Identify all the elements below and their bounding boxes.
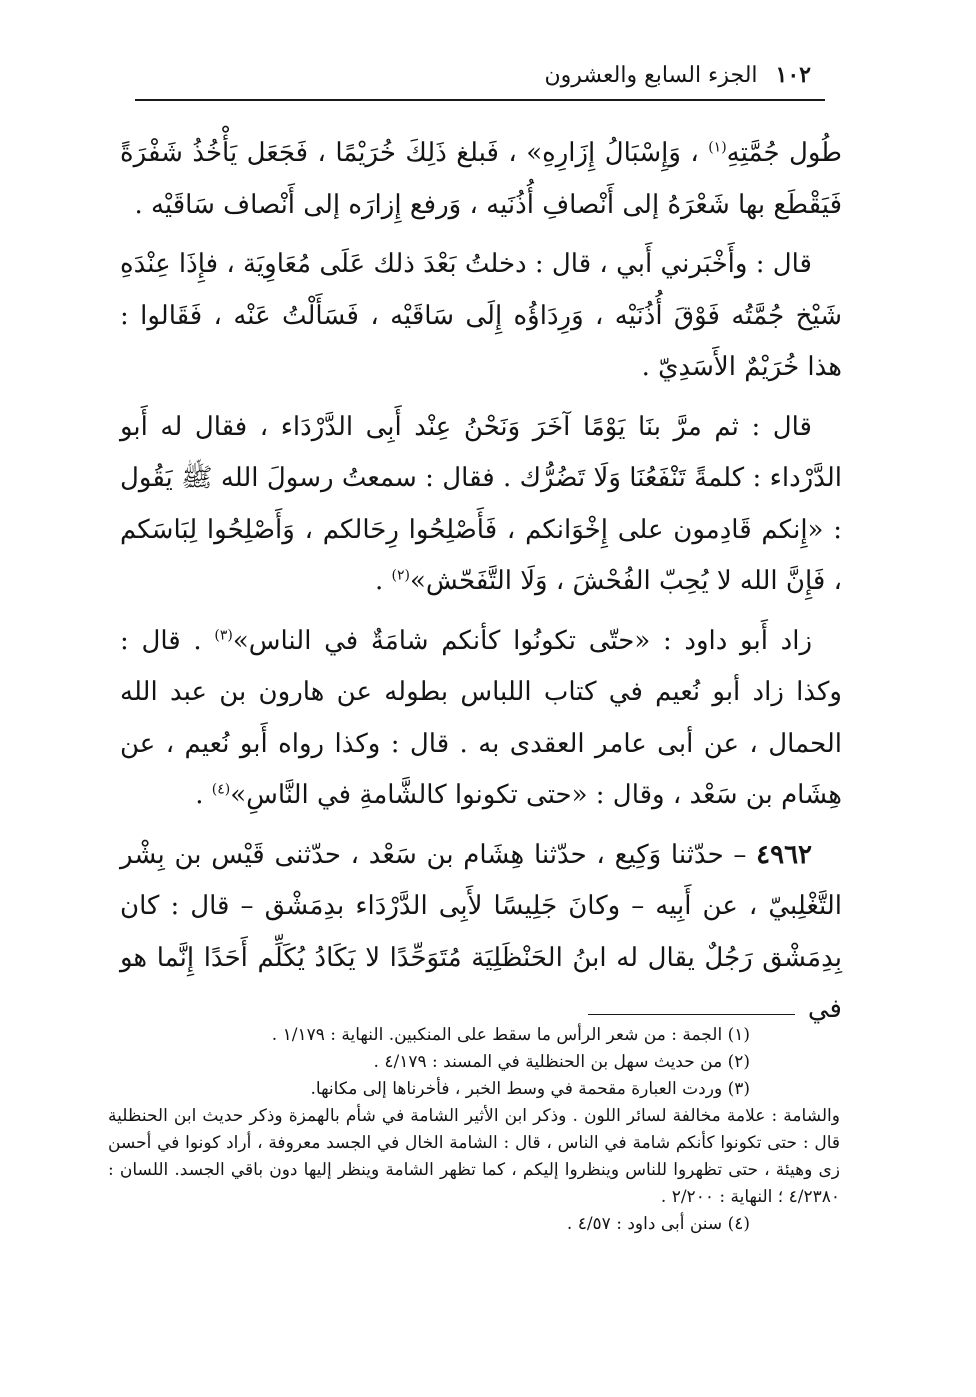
paragraph	[120, 616, 842, 822]
footnote-ref: (١)	[708, 139, 727, 156]
paragraph-text: ، وَإِسْبَالُ إِزَارِهِ» ، فَبلغ ذَلِكَ خُرَيْمًا ، فَجَعَل يَأْخُذُ شَفْرَةً فَيَقْطَع بها شَعْرَهُ إلى أَنْصافِ أُذُنَيه ، وَرفع إِزارَه إلى أَنْصاف سَاقَيْه .	[120, 138, 842, 220]
page-number: ١٠٢	[775, 62, 811, 88]
footnote-ref: (٢)	[391, 567, 410, 584]
footnote: والشامة : علامة مخالفة لسائر اللون . وذكر ابن الأثير الشامة في شأم بالهمزة وذكر حديث ابن الحنظلية قال : حتى تكونوا كأنكم شامة في الناس ، قال : الشامة الخال في الجسد معروفة ، أراد كونوا في أحسن زى وهيئة ، حتى تظهروا للناس وينظروا إليكم ، كما تظهر الشامة وينظر إليها دون باقي الجسد. اللسان : ٤/٢٣٨٠ ؛ النهاية : ٢/٢٠٠ .	[108, 1106, 841, 1207]
footnote: (١) الجمة : من شعر الرأس ما سقط على المنكبين. النهاية : ١/١٧٩ .	[271, 1025, 750, 1045]
footnote: (٢) من حديث سهل بن الحنظلية في المسند : ٤/١٧٩ .	[373, 1052, 750, 1072]
footnotes	[108, 1022, 840, 1238]
paragraph-text: . قال : وكذا زاد أبو نُعيم في كتاب اللباس بطوله عن هارون بن عبد الله الحمال ، عن أبى عامر العقدى به . قال : وكذا رواه أَبو نُعيم ، عن هِشَام بن سَعْد ، وقال : «حتى تكونوا كالشَّامةِ في النَّاسِ»	[120, 625, 842, 810]
paragraph-text: – حدّثنا وَكِيع ، حدّثنا هِشَام بن سَعْد ، حدّثنى قَيْس بن بِشْر التَّغْلِبيّ ، عن أَبِيه – وكانَ جَلِيسًا لأَبِى الدَّرْدَاء بدِمَشْق – قال : كان بِدِمَشْق رَجُلٌ يقال له ابنُ الحَنْظَلِيَة مُتَوَحِّدًا لا يَكَادُ يُكَلِّم أَحَدًا إِنَّما هو في	[120, 839, 842, 1024]
paragraph-text: .	[195, 780, 212, 810]
footnote-rule	[588, 1014, 795, 1015]
footnote-ref: (٣)	[214, 626, 233, 643]
paragraph-text: .	[374, 566, 392, 596]
paragraph-text: قال : ثم مرَّ بنَا يَوْمًا آخَرَ وَنَحْنُ عِنْد أَبِى الدَّرْدَاء ، فقال له أَبو الدَّرْداء : كلمةً تَنْفَعُنَا وَلَا تَضُرُّك . فقال : سمعتُ رسولَ الله ﷺ يَقُول : «إِنكم قَادِمون على إِخْوَانكم ، فَأَصْلِحُوا رِحَالكم ، وَأَصْلِحُوا لِبَاسَكم ، فَإِنَّ الله لا يُحِبّ الفُحْشَ ، وَلَا التَّفَحّش»	[120, 411, 842, 596]
hadith-number: ٤٩٦٢	[756, 839, 812, 870]
running-title: الجزء السابع والعشرون	[544, 62, 758, 88]
footnote: (٤) سنن أبى داود : ٤/٥٧ .	[566, 1214, 750, 1234]
paragraph	[120, 402, 842, 608]
footnote-ref: (٤)	[211, 781, 231, 798]
main-text	[120, 128, 842, 1044]
page-header	[161, 55, 811, 95]
hadith-paragraph	[120, 830, 842, 1036]
paragraph	[120, 239, 842, 394]
paragraph-text: زاد أَبو داود : «حتّى تكونُوا كأنكم شامَةٌ في الناس»	[232, 625, 813, 656]
footnote: (٣) وردت العبارة مقحمة في وسط الخبر ، فأخرناها إلى مكانها.	[310, 1079, 750, 1099]
paragraph-text: قال : وأَخْبَرني أَبي ، قال : دخلتُ بَعْدَ ذلك عَلَى مُعَاوِيَة ، فإِذَا عِنْدَهِ شَيْخ جُمَّتُه فَوْقَ أُذُنَيْه ، وَرِدَاؤُه إِلَى سَاقَيْه ، فَسَأَلْتُ عَنْه ، فَقَالوا : هذا خُرَيْمٌ الأَسَدِيّ .	[120, 249, 842, 382]
paragraph	[120, 128, 842, 231]
header-rule	[135, 99, 825, 101]
paragraph-text: طُول جُمَّتِهِ	[726, 138, 842, 168]
